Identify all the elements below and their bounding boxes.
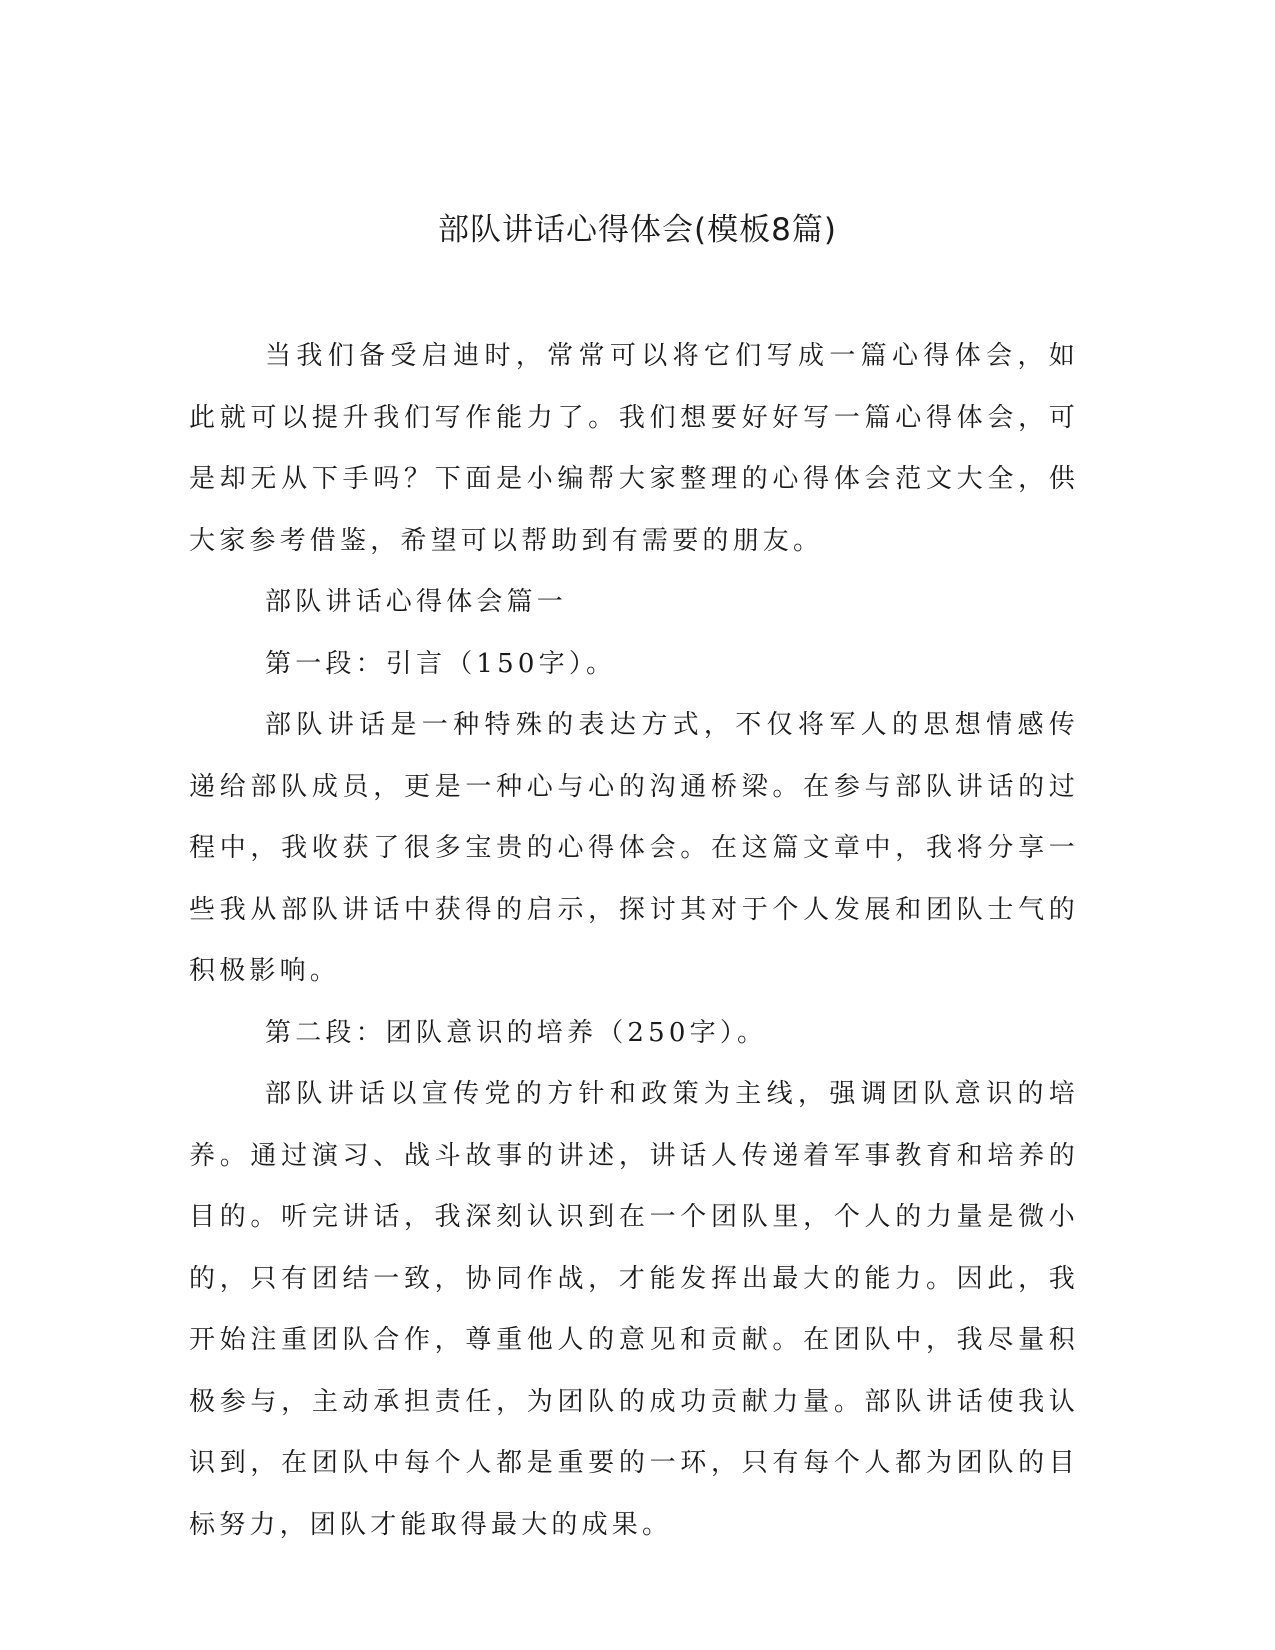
document-body — [189, 326, 1079, 1556]
intro-paragraph: 当我们备受启迪时，常常可以将它们写成一篇心得体会，如此就可以提升我们写作能力了。我们想要好好写一篇心得体会，可是却无从下手吗？下面是小编帮大家整理的心得体会范文大全，供大家参考借鉴，希望可以帮助到有需要的朋友。 — [189, 341, 1079, 556]
document-title: 部队讲话心得体会(模板8篇) — [438, 212, 837, 248]
subheading-team-awareness: 第二段：团队意识的培养（250字）。 — [265, 1017, 768, 1048]
paragraph-introduction: 部队讲话是一种特殊的表达方式，不仅将军人的思想情感传递给部队成员，更是一种心与心的沟通桥梁。在参与部队讲话的过程中，我收获了很多宝贵的心得体会。在这篇文章中，我将分享一些我从部队讲话中获得的启示，探讨其对于个人发展和团队士气的积极影响。 — [189, 710, 1079, 986]
paragraph-team-awareness: 部队讲话以宣传党的方针和政策为主线，强调团队意识的培养。通过演习、战斗故事的讲述，讲话人传递着军事教育和培养的目的。听完讲话，我深刻认识到在一个团队里，个人的力量是微小的，只有团结一致，协同作战，才能发挥出最大的能力。因此，我开始注重团队合作，尊重他人的意见和贡献。在团队中，我尽量积极参与，主动承担责任，为团队的成功贡献力量。部队讲话使我认识到，在团队中每个人都是重要的一环，只有每个人都为团队的目标努力，团队才能取得最大的成果。 — [189, 1079, 1079, 1540]
subheading-introduction: 第一段：引言（150字）。 — [265, 648, 617, 679]
section-heading-part-one: 部队讲话心得体会篇一 — [265, 587, 568, 617]
